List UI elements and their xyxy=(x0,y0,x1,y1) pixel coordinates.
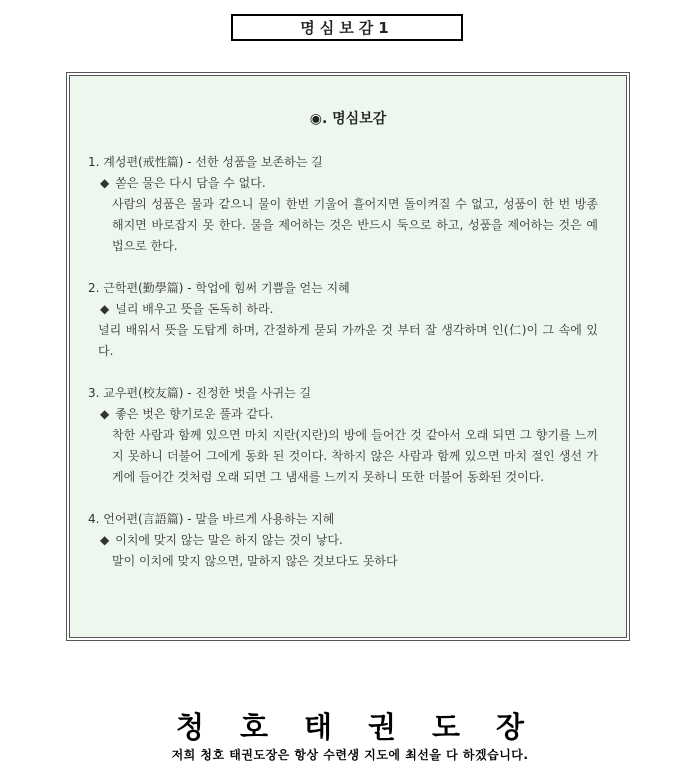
panel-heading: ◉. 명심보감 xyxy=(309,111,387,127)
section-2 xyxy=(86,278,610,362)
page-title: 명심보감1 xyxy=(231,14,463,41)
section-point xyxy=(86,404,610,425)
dojang-slogan: 저희 청호 태권도장은 항상 수련생 지도에 최선을 다 하겠습니다. xyxy=(171,748,529,762)
section-title: 1. 계성편(戒性篇) - 선한 성품을 보존하는 길 xyxy=(88,155,323,169)
dojang-name: 청호태권도장 xyxy=(175,710,561,744)
section-description: 착한 사람과 함께 있으면 마치 지란(지란)의 방에 들어간 것 같아서 오래 되면 그 향기를 느끼지 못하니 더불어 그에게 동화 된 것이다. 착하지 않은 사람과 함께 있으면 마치 절인 생선 가게에 들어간 것처럼 오래 되면 그 냄새를 느끼지 못하니 또한 더불어 동화된 것이다. xyxy=(112,428,598,484)
diamond-bullet-icon: ◆ xyxy=(100,533,110,547)
section-description: 말이 이치에 맞지 않으면, 말하지 않은 것보다도 못하다 xyxy=(112,554,398,568)
section-description: 널리 배워서 뜻을 도탑게 하며, 간절하게 묻되 가까운 것 부터 잘 생각하며 인(仁)이 그 속에 있다. xyxy=(98,323,598,358)
content-panel xyxy=(69,75,627,638)
point-text: 널리 배우고 뜻을 돈독히 하라. xyxy=(115,302,274,316)
diamond-bullet-icon: ◆ xyxy=(100,302,110,316)
section-description: 사람의 성품은 물과 같으니 물이 한번 기울어 흘어지면 돌이켜질 수 없고, 성품이 한 번 방종해지면 바로잡지 못 한다. 물을 제어하는 것은 반드시 둑으로 하고, 성품을 제어하는 것은 예법으로 한다. xyxy=(112,197,598,253)
point-text: 좋은 벗은 향기로운 풀과 같다. xyxy=(115,407,274,421)
content-panel-frame xyxy=(66,72,630,641)
diamond-bullet-icon: ◆ xyxy=(100,176,110,190)
section-title: 3. 교우편(校友篇) - 진정한 벗을 사귀는 길 xyxy=(88,386,312,400)
point-text: 쏟은 물은 다시 담을 수 없다. xyxy=(115,176,266,190)
point-text: 이치에 맞지 않는 말은 하지 않는 것이 낳다. xyxy=(115,533,343,547)
section-point xyxy=(86,299,610,320)
section-point xyxy=(86,530,610,551)
section-title: 2. 근학편(勤學篇) - 학업에 힘써 기쁨을 얻는 지혜 xyxy=(88,281,350,295)
panel-body xyxy=(86,152,610,593)
section-4 xyxy=(86,509,610,572)
section-3 xyxy=(86,383,610,488)
diamond-bullet-icon: ◆ xyxy=(100,407,110,421)
section-point xyxy=(86,173,610,194)
section-title: 4. 언어편(言語篇) - 말을 바르게 사용하는 지혜 xyxy=(88,512,335,526)
section-1 xyxy=(86,152,610,257)
